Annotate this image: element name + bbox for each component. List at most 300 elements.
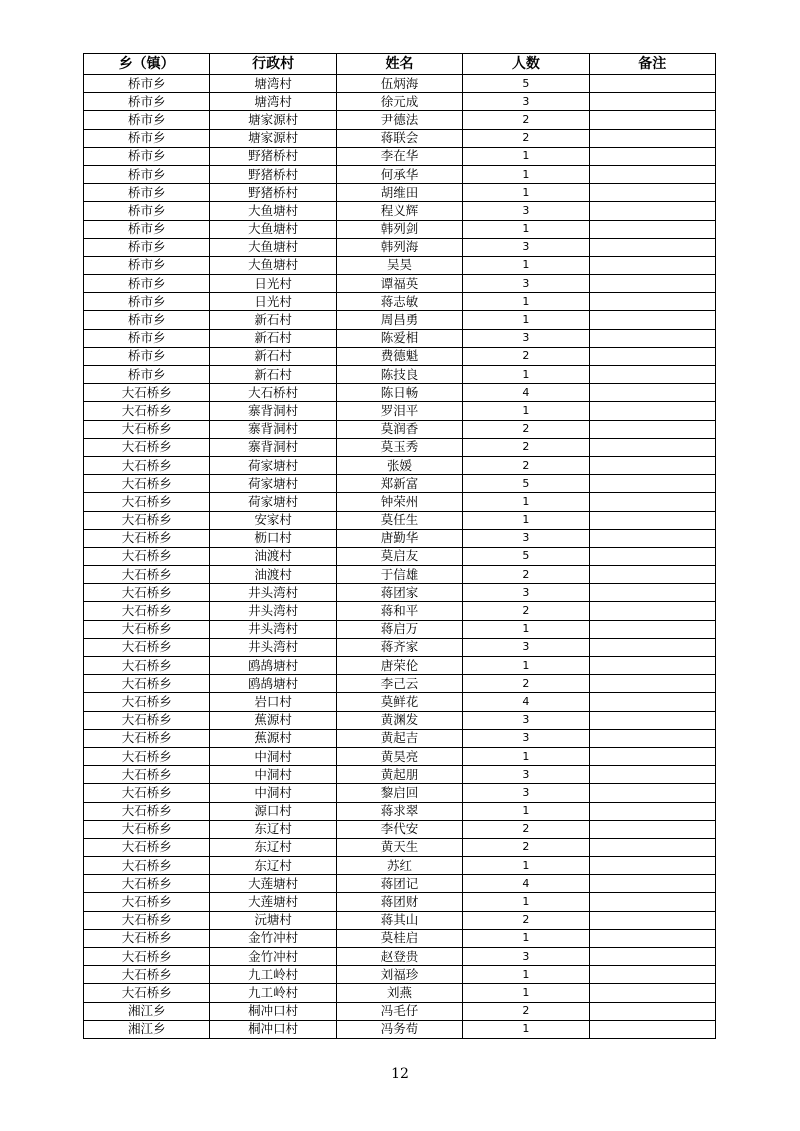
table-body [84, 75, 716, 1039]
table-row [84, 75, 716, 93]
table-row [84, 1020, 716, 1038]
cell-village: 井头湾村 [210, 620, 336, 638]
table-row [84, 366, 716, 384]
cell-name: 莫润香 [336, 420, 462, 438]
cell-remarks [589, 747, 715, 765]
cell-township: 大石桥乡 [84, 711, 210, 729]
header-township: 乡（镇） [84, 54, 210, 75]
cell-township: 大石桥乡 [84, 766, 210, 784]
cell-count: 1 [463, 311, 589, 329]
table-row [84, 893, 716, 911]
cell-count: 2 [463, 111, 589, 129]
cell-name: 蒋团家 [336, 584, 462, 602]
cell-village: 源口村 [210, 802, 336, 820]
cell-name: 尹德法 [336, 111, 462, 129]
cell-name: 蒋齐家 [336, 638, 462, 656]
table-row [84, 802, 716, 820]
cell-remarks [589, 566, 715, 584]
table-row [84, 129, 716, 147]
table-row [84, 657, 716, 675]
cell-count: 4 [463, 875, 589, 893]
cell-remarks [589, 875, 715, 893]
cell-village: 岩口村 [210, 693, 336, 711]
cell-remarks [589, 384, 715, 402]
cell-village: 油渡村 [210, 547, 336, 565]
cell-remarks [589, 657, 715, 675]
cell-township: 大石桥乡 [84, 456, 210, 474]
cell-township: 桥市乡 [84, 111, 210, 129]
cell-village: 寨背洞村 [210, 438, 336, 456]
cell-count: 1 [463, 184, 589, 202]
cell-name: 赵登贵 [336, 948, 462, 966]
cell-village: 鸥鸪塘村 [210, 675, 336, 693]
cell-village: 野猪桥村 [210, 184, 336, 202]
cell-village: 枥口村 [210, 529, 336, 547]
table-row [84, 693, 716, 711]
cell-name: 刘福珍 [336, 966, 462, 984]
cell-village: 安家村 [210, 511, 336, 529]
cell-name: 钟荣州 [336, 493, 462, 511]
table-row [84, 420, 716, 438]
cell-count: 2 [463, 456, 589, 474]
cell-count: 4 [463, 693, 589, 711]
table-row [84, 747, 716, 765]
table-row [84, 766, 716, 784]
cell-township: 桥市乡 [84, 293, 210, 311]
cell-name: 李在华 [336, 147, 462, 165]
cell-village: 大石桥村 [210, 384, 336, 402]
cell-count: 4 [463, 384, 589, 402]
cell-township: 大石桥乡 [84, 948, 210, 966]
cell-count: 1 [463, 620, 589, 638]
cell-township: 大石桥乡 [84, 420, 210, 438]
cell-count: 1 [463, 802, 589, 820]
cell-count: 3 [463, 638, 589, 656]
cell-village: 大莲塘村 [210, 875, 336, 893]
table-row [84, 620, 716, 638]
cell-name: 徐元成 [336, 93, 462, 111]
cell-count: 3 [463, 275, 589, 293]
table-row [84, 220, 716, 238]
cell-count: 3 [463, 711, 589, 729]
cell-remarks [589, 675, 715, 693]
cell-remarks [589, 347, 715, 365]
cell-village: 金竹冲村 [210, 929, 336, 947]
cell-count: 1 [463, 657, 589, 675]
table-row [84, 566, 716, 584]
cell-count: 3 [463, 584, 589, 602]
cell-village: 蕉源村 [210, 729, 336, 747]
table-row [84, 948, 716, 966]
cell-remarks [589, 75, 715, 93]
cell-remarks [589, 165, 715, 183]
cell-name: 黄起吉 [336, 729, 462, 747]
cell-name: 蒋启万 [336, 620, 462, 638]
cell-count: 2 [463, 129, 589, 147]
cell-village: 日光村 [210, 275, 336, 293]
cell-remarks [589, 511, 715, 529]
cell-remarks [589, 293, 715, 311]
cell-name: 罗泪平 [336, 402, 462, 420]
cell-village: 塘湾村 [210, 75, 336, 93]
cell-village: 荷家塘村 [210, 456, 336, 474]
table-row [84, 238, 716, 256]
cell-remarks [589, 729, 715, 747]
cell-township: 湘江乡 [84, 1002, 210, 1020]
cell-township: 大石桥乡 [84, 475, 210, 493]
cell-count: 3 [463, 766, 589, 784]
cell-village: 鸥鸪塘村 [210, 657, 336, 675]
cell-remarks [589, 857, 715, 875]
cell-count: 1 [463, 293, 589, 311]
cell-count: 3 [463, 729, 589, 747]
table-row [84, 311, 716, 329]
table-row [84, 293, 716, 311]
cell-remarks [589, 638, 715, 656]
cell-count: 1 [463, 220, 589, 238]
cell-township: 桥市乡 [84, 129, 210, 147]
cell-village: 大鱼塘村 [210, 202, 336, 220]
cell-village: 东辽村 [210, 857, 336, 875]
cell-name: 莫任生 [336, 511, 462, 529]
cell-name: 费德魁 [336, 347, 462, 365]
cell-remarks [589, 911, 715, 929]
cell-name: 李代安 [336, 820, 462, 838]
cell-village: 塘家源村 [210, 111, 336, 129]
cell-village: 新石村 [210, 311, 336, 329]
cell-township: 桥市乡 [84, 147, 210, 165]
cell-village: 塘湾村 [210, 93, 336, 111]
table-row [84, 1002, 716, 1020]
cell-count: 2 [463, 911, 589, 929]
cell-remarks [589, 420, 715, 438]
cell-remarks [589, 784, 715, 802]
table-row [84, 857, 716, 875]
cell-count: 3 [463, 93, 589, 111]
cell-name: 黎启回 [336, 784, 462, 802]
header-village: 行政村 [210, 54, 336, 75]
cell-remarks [589, 238, 715, 256]
cell-name: 冯务苟 [336, 1020, 462, 1038]
cell-name: 张媛 [336, 456, 462, 474]
cell-count: 3 [463, 529, 589, 547]
table-row [84, 147, 716, 165]
cell-village: 大鱼塘村 [210, 220, 336, 238]
cell-name: 莫鲜花 [336, 693, 462, 711]
cell-name: 郑新富 [336, 475, 462, 493]
cell-village: 金竹冲村 [210, 948, 336, 966]
table-row [84, 202, 716, 220]
cell-name: 胡维田 [336, 184, 462, 202]
cell-township: 大石桥乡 [84, 784, 210, 802]
cell-remarks [589, 584, 715, 602]
cell-township: 大石桥乡 [84, 511, 210, 529]
cell-township: 桥市乡 [84, 75, 210, 93]
cell-village: 中洞村 [210, 766, 336, 784]
header-row [84, 54, 716, 75]
cell-count: 1 [463, 165, 589, 183]
cell-name: 黄天生 [336, 838, 462, 856]
cell-name: 唐荣伦 [336, 657, 462, 675]
table-row [84, 511, 716, 529]
table-row [84, 111, 716, 129]
cell-remarks [589, 620, 715, 638]
cell-count: 1 [463, 893, 589, 911]
cell-township: 大石桥乡 [84, 911, 210, 929]
cell-remarks [589, 984, 715, 1002]
cell-count: 1 [463, 147, 589, 165]
table-row [84, 711, 716, 729]
cell-name: 周昌勇 [336, 311, 462, 329]
cell-village: 荷家塘村 [210, 475, 336, 493]
cell-remarks [589, 402, 715, 420]
cell-name: 唐勤华 [336, 529, 462, 547]
cell-name: 蒋其山 [336, 911, 462, 929]
cell-count: 3 [463, 784, 589, 802]
cell-count: 1 [463, 366, 589, 384]
cell-count: 1 [463, 857, 589, 875]
table-row [84, 929, 716, 947]
roster-table [83, 53, 716, 1039]
cell-township: 桥市乡 [84, 165, 210, 183]
cell-township: 桥市乡 [84, 329, 210, 347]
cell-name: 黄渊发 [336, 711, 462, 729]
cell-township: 大石桥乡 [84, 729, 210, 747]
cell-count: 2 [463, 420, 589, 438]
cell-remarks [589, 802, 715, 820]
cell-township: 桥市乡 [84, 238, 210, 256]
cell-count: 2 [463, 820, 589, 838]
cell-village: 沅塘村 [210, 911, 336, 929]
cell-remarks [589, 456, 715, 474]
cell-remarks [589, 838, 715, 856]
cell-name: 刘燕 [336, 984, 462, 1002]
cell-township: 大石桥乡 [84, 384, 210, 402]
cell-village: 井头湾村 [210, 584, 336, 602]
cell-count: 1 [463, 966, 589, 984]
cell-remarks [589, 711, 715, 729]
cell-village: 东辽村 [210, 820, 336, 838]
cell-township: 大石桥乡 [84, 493, 210, 511]
cell-village: 九工岭村 [210, 966, 336, 984]
cell-name: 李己云 [336, 675, 462, 693]
cell-township: 大石桥乡 [84, 438, 210, 456]
cell-count: 1 [463, 929, 589, 947]
cell-name: 莫玉秀 [336, 438, 462, 456]
cell-name: 蒋团记 [336, 875, 462, 893]
cell-village: 井头湾村 [210, 638, 336, 656]
table-row [84, 329, 716, 347]
table-row [84, 402, 716, 420]
cell-name: 韩列剑 [336, 220, 462, 238]
cell-village: 寨背洞村 [210, 420, 336, 438]
cell-village: 油渡村 [210, 566, 336, 584]
cell-township: 桥市乡 [84, 184, 210, 202]
cell-remarks [589, 1002, 715, 1020]
cell-village: 桐冲口村 [210, 1020, 336, 1038]
cell-remarks [589, 256, 715, 274]
cell-name: 蒋志敏 [336, 293, 462, 311]
cell-count: 2 [463, 602, 589, 620]
table-row [84, 911, 716, 929]
table-row [84, 584, 716, 602]
table-row [84, 93, 716, 111]
table-row [84, 347, 716, 365]
cell-name: 伍炳海 [336, 75, 462, 93]
cell-remarks [589, 475, 715, 493]
cell-count: 1 [463, 511, 589, 529]
cell-name: 蒋联会 [336, 129, 462, 147]
table-row [84, 456, 716, 474]
cell-village: 寨背洞村 [210, 402, 336, 420]
cell-count: 2 [463, 347, 589, 365]
cell-count: 1 [463, 984, 589, 1002]
cell-count: 1 [463, 256, 589, 274]
cell-village: 野猪桥村 [210, 147, 336, 165]
table-row [84, 602, 716, 620]
cell-remarks [589, 547, 715, 565]
cell-township: 大石桥乡 [84, 838, 210, 856]
table-row [84, 547, 716, 565]
cell-township: 桥市乡 [84, 202, 210, 220]
cell-count: 5 [463, 547, 589, 565]
cell-village: 新石村 [210, 347, 336, 365]
cell-township: 湘江乡 [84, 1020, 210, 1038]
table-row [84, 875, 716, 893]
cell-count: 5 [463, 475, 589, 493]
cell-township: 大石桥乡 [84, 675, 210, 693]
cell-count: 3 [463, 329, 589, 347]
cell-count: 3 [463, 238, 589, 256]
cell-township: 大石桥乡 [84, 529, 210, 547]
cell-name: 莫启友 [336, 547, 462, 565]
cell-remarks [589, 893, 715, 911]
cell-township: 大石桥乡 [84, 620, 210, 638]
cell-township: 大石桥乡 [84, 857, 210, 875]
cell-name: 谭福英 [336, 275, 462, 293]
cell-name: 蒋求翠 [336, 802, 462, 820]
cell-remarks [589, 766, 715, 784]
cell-township: 大石桥乡 [84, 584, 210, 602]
cell-township: 大石桥乡 [84, 875, 210, 893]
cell-remarks [589, 948, 715, 966]
cell-count: 3 [463, 948, 589, 966]
cell-name: 陈技良 [336, 366, 462, 384]
cell-count: 2 [463, 838, 589, 856]
table-row [84, 838, 716, 856]
cell-township: 桥市乡 [84, 311, 210, 329]
cell-remarks [589, 820, 715, 838]
table-row [84, 475, 716, 493]
cell-remarks [589, 329, 715, 347]
cell-village: 野猪桥村 [210, 165, 336, 183]
cell-name: 何承华 [336, 165, 462, 183]
table-row [84, 638, 716, 656]
cell-village: 中洞村 [210, 747, 336, 765]
cell-village: 日光村 [210, 293, 336, 311]
cell-name: 莫桂启 [336, 929, 462, 947]
cell-township: 桥市乡 [84, 256, 210, 274]
table-row [84, 729, 716, 747]
cell-village: 桐冲口村 [210, 1002, 336, 1020]
cell-remarks [589, 493, 715, 511]
cell-count: 5 [463, 75, 589, 93]
cell-township: 大石桥乡 [84, 693, 210, 711]
cell-count: 1 [463, 493, 589, 511]
cell-township: 大石桥乡 [84, 657, 210, 675]
header-remarks: 备注 [589, 54, 715, 75]
cell-township: 大石桥乡 [84, 747, 210, 765]
cell-village: 塘家源村 [210, 129, 336, 147]
cell-village: 新石村 [210, 329, 336, 347]
cell-township: 大石桥乡 [84, 547, 210, 565]
cell-remarks [589, 693, 715, 711]
cell-name: 程义辉 [336, 202, 462, 220]
cell-township: 桥市乡 [84, 366, 210, 384]
cell-township: 大石桥乡 [84, 638, 210, 656]
header-count: 人数 [463, 54, 589, 75]
cell-count: 2 [463, 675, 589, 693]
table-row [84, 493, 716, 511]
table-row [84, 165, 716, 183]
cell-name: 苏红 [336, 857, 462, 875]
cell-count: 2 [463, 566, 589, 584]
cell-township: 大石桥乡 [84, 402, 210, 420]
cell-village: 中洞村 [210, 784, 336, 802]
cell-township: 大石桥乡 [84, 820, 210, 838]
cell-name: 黄昊亮 [336, 747, 462, 765]
cell-count: 2 [463, 438, 589, 456]
cell-remarks [589, 602, 715, 620]
cell-name: 冯毛仔 [336, 1002, 462, 1020]
table-row [84, 184, 716, 202]
cell-village: 荷家塘村 [210, 493, 336, 511]
cell-name: 蒋团财 [336, 893, 462, 911]
cell-count: 3 [463, 202, 589, 220]
page-number: 12 [391, 1066, 409, 1082]
cell-remarks [589, 129, 715, 147]
cell-remarks [589, 966, 715, 984]
cell-township: 大石桥乡 [84, 966, 210, 984]
table-row [84, 256, 716, 274]
cell-remarks [589, 929, 715, 947]
table-row [84, 275, 716, 293]
table-row [84, 984, 716, 1002]
cell-remarks [589, 438, 715, 456]
cell-name: 于信雄 [336, 566, 462, 584]
cell-remarks [589, 202, 715, 220]
cell-township: 桥市乡 [84, 347, 210, 365]
table-row [84, 784, 716, 802]
cell-township: 大石桥乡 [84, 802, 210, 820]
cell-count: 1 [463, 747, 589, 765]
cell-village: 井头湾村 [210, 602, 336, 620]
cell-count: 2 [463, 1002, 589, 1020]
cell-count: 1 [463, 1020, 589, 1038]
table-row [84, 675, 716, 693]
table-row [84, 966, 716, 984]
cell-village: 蕉源村 [210, 711, 336, 729]
table-row [84, 820, 716, 838]
cell-remarks [589, 93, 715, 111]
cell-township: 大石桥乡 [84, 929, 210, 947]
table-row [84, 438, 716, 456]
cell-village: 东辽村 [210, 838, 336, 856]
cell-village: 新石村 [210, 366, 336, 384]
cell-remarks [589, 1020, 715, 1038]
table-row [84, 529, 716, 547]
table-row [84, 384, 716, 402]
